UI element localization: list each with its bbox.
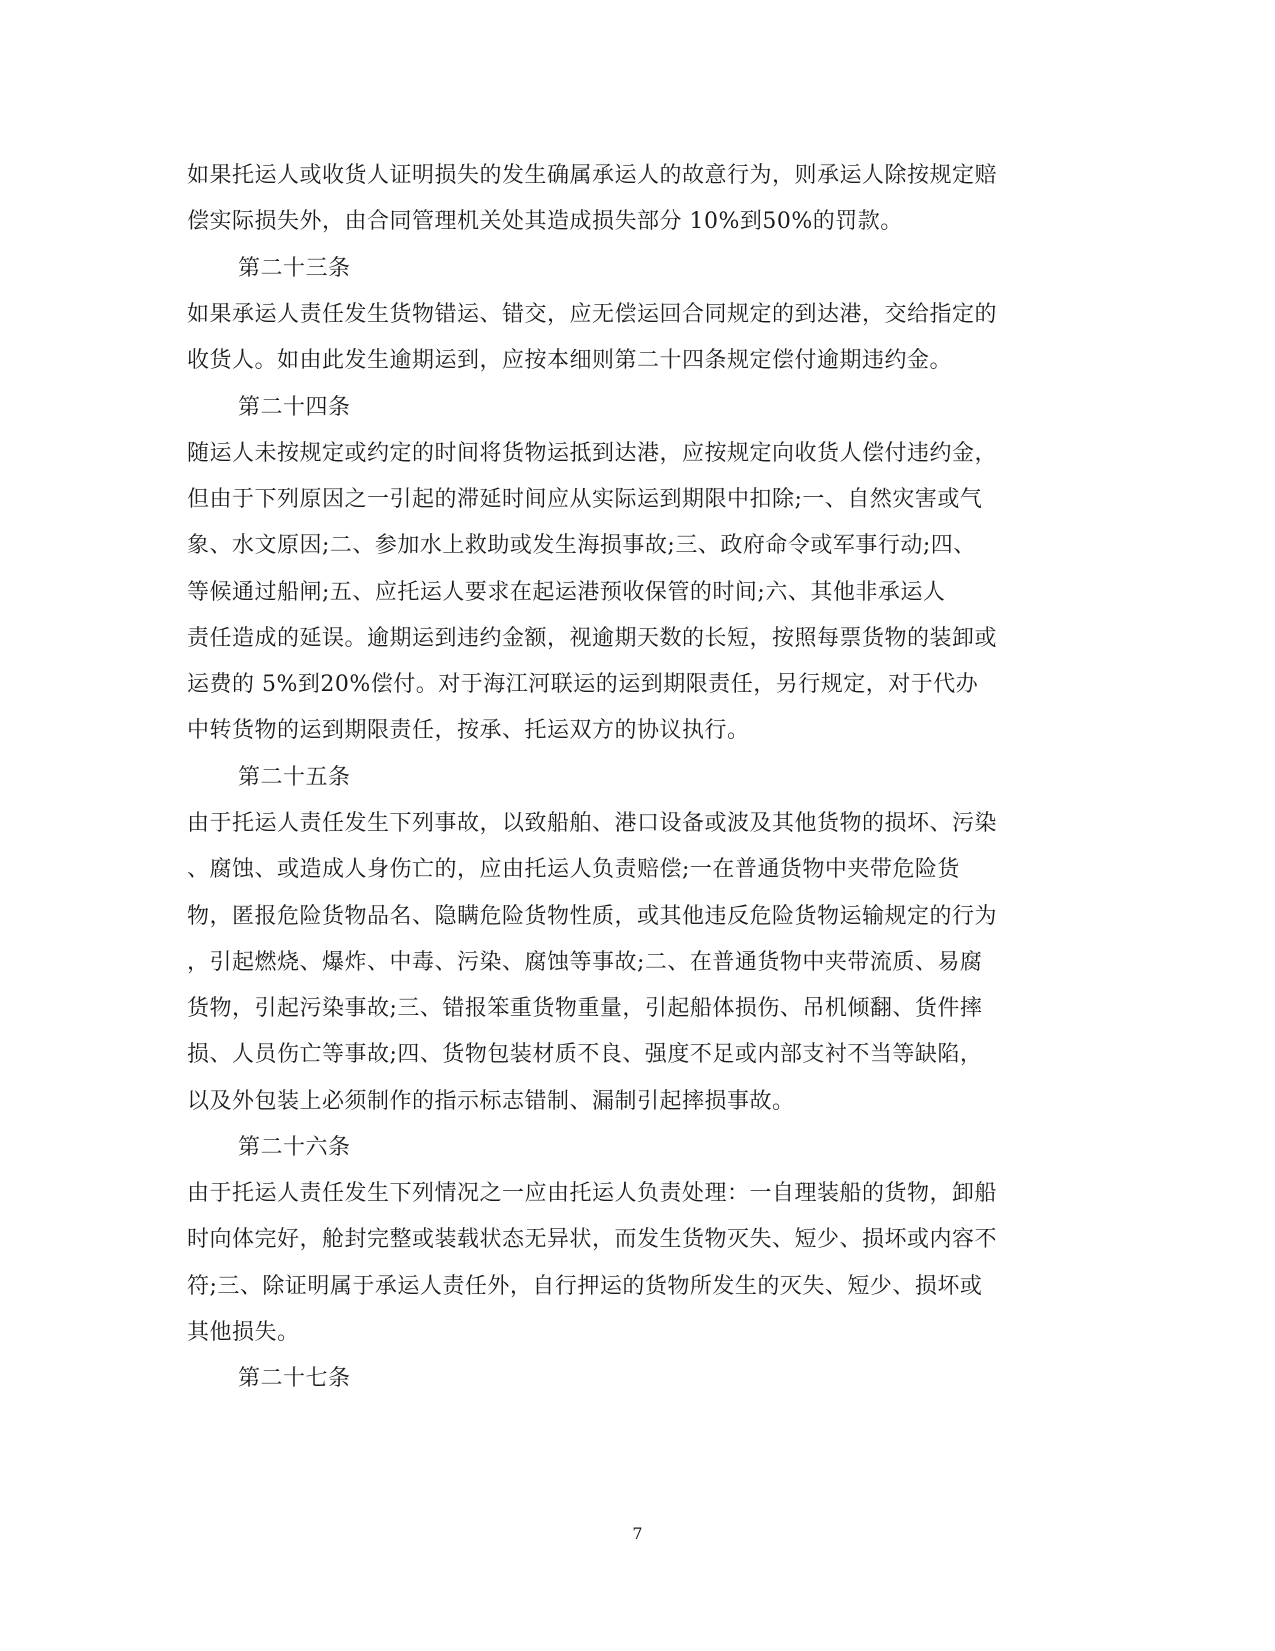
page-number: 7 <box>632 1524 643 1543</box>
body-line: 象、水文原因;二、参加水上救助或发生海损事故;三、政府命令或军事行动;四、 <box>187 533 976 558</box>
body-line: 运费的 5%到20%偿付。对于海江河联运的运到期限责任，另行规定，对于代办 <box>187 672 979 697</box>
body-line: 随运人未按规定或约定的时间将货物运抵到达港，应按规定向收货人偿付违约金， <box>187 441 998 466</box>
body-line: 物，匿报危险货物品名、隐瞒危险货物性质，或其他违反危险货物运输规定的行为 <box>187 904 998 929</box>
body-line: 符;三、除证明属于承运人责任外，自行押运的货物所发生的灭失、短少、损坏或 <box>187 1274 983 1299</box>
body-line: 中转货物的运到期限责任，按承、托运双方的协议执行。 <box>187 718 750 743</box>
body-line: ，引起燃烧、爆炸、中毒、污染、腐蚀等事故;二、在普通货物中夹带流质、易腐 <box>187 950 983 975</box>
body-line: 如果承运人责任发生货物错运、错交，应无偿运回合同规定的到达港，交给指定的 <box>187 302 998 327</box>
article-heading: 第二十三条 <box>238 256 351 281</box>
body-line: 偿实际损失外，由合同管理机关处其造成损失部分 10%到50%的罚款。 <box>187 209 903 234</box>
body-line: 、腐蚀、或造成人身伤亡的，应由托运人负责赔偿;一在普通货物中夹带危险货 <box>187 857 960 882</box>
body-line: 等候通过船闸;五、应托运人要求在起运港预收保管的时间;六、其他非承运人 <box>187 580 946 605</box>
article-heading: 第二十五条 <box>238 765 351 790</box>
article-heading: 第二十四条 <box>238 395 351 420</box>
article-heading: 第二十七条 <box>238 1366 351 1391</box>
body-line: 收货人。如由此发生逾期运到，应按本细则第二十四条规定偿付逾期违约金。 <box>187 348 953 373</box>
body-line: 其他损失。 <box>187 1320 300 1345</box>
body-line: 如果托运人或收货人证明损失的发生确属承运人的故意行为，则承运人除按规定赔 <box>187 163 998 188</box>
body-line: 以及外包装上必须制作的指示标志错制、漏制引起摔损事故。 <box>187 1089 795 1114</box>
body-line: 由于托运人责任发生下列事故，以致船舶、港口设备或波及其他货物的损坏、污染 <box>187 811 998 836</box>
body-line: 由于托运人责任发生下列情况之一应由托运人负责处理：一自理装船的货物，卸船 <box>187 1181 998 1206</box>
article-heading: 第二十六条 <box>238 1135 351 1160</box>
body-line: 损、人员伤亡等事故;四、货物包装材质不良、强度不足或内部支衬不当等缺陷， <box>187 1042 983 1067</box>
body-line: 货物，引起污染事故;三、错报笨重货物重量，引起船体损伤、吊机倾翻、货件摔 <box>187 996 983 1021</box>
body-line: 责任造成的延误。逾期运到违约金额，视逾期天数的长短，按照每票货物的装卸或 <box>187 626 998 651</box>
body-line: 时向体完好，舱封完整或装载状态无异状，而发生货物灭失、短少、损坏或内容不 <box>187 1227 998 1252</box>
body-line: 但由于下列原因之一引起的滞延时间应从实际运到期限中扣除;一、自然灾害或气 <box>187 487 983 512</box>
